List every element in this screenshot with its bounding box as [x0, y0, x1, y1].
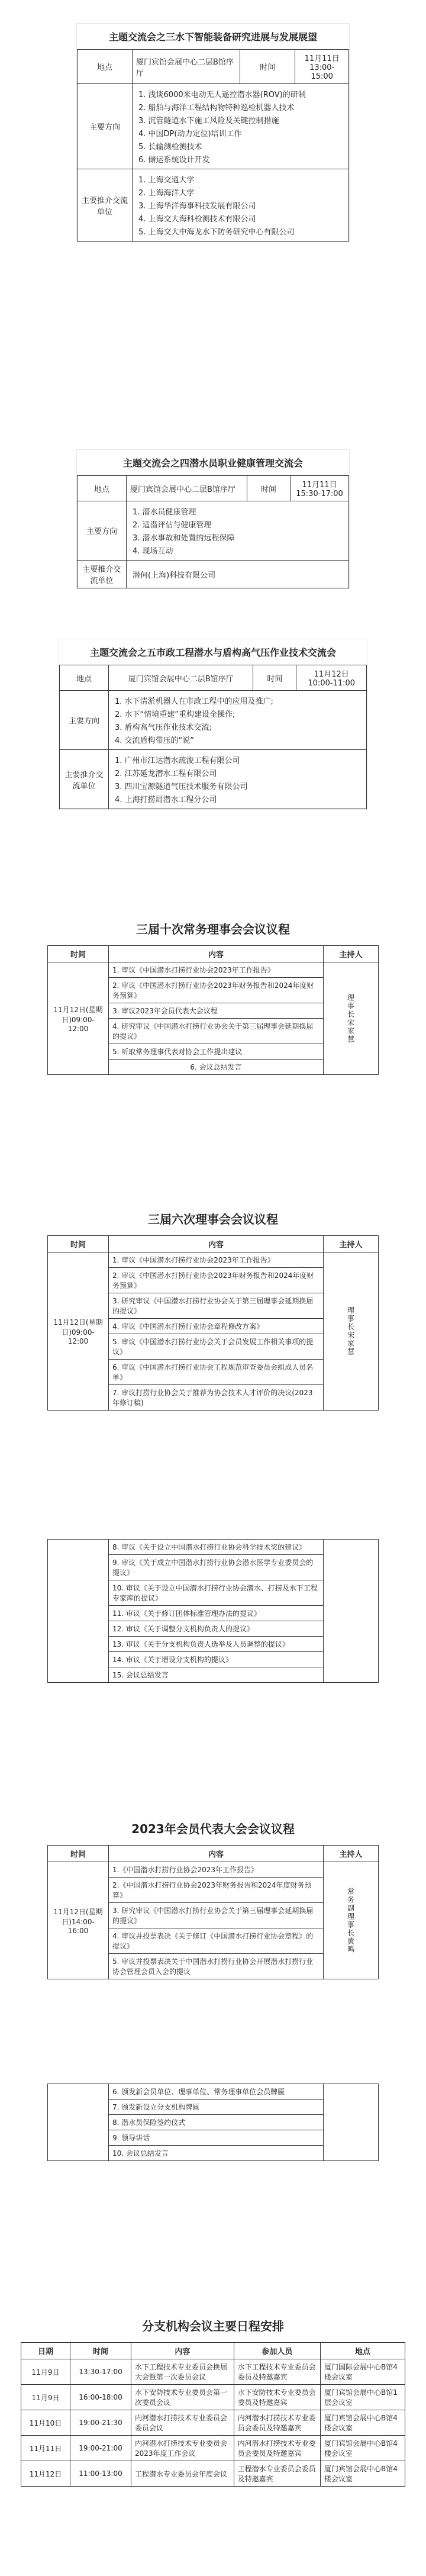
- info-table: [77, 475, 349, 588]
- direction-item: 2. 适潜评估与健康管理: [133, 521, 212, 530]
- header-attendees: 参加人员: [234, 2343, 320, 2359]
- agenda-item: 6. 颁发新会员单位、理事单位、常务理事单位会员牌匾: [109, 2084, 324, 2100]
- unit-item: 5. 上海交大中海龙水下防务研究中心有限公司: [138, 228, 295, 237]
- agenda-item: 1.《中国潜水打捞行业协会2023年工作报告》: [109, 1862, 324, 1878]
- cell-date: 11月11日: [21, 2436, 70, 2461]
- direction-item: 3. 沉管隧道水下施工风险及关键控制措施: [138, 117, 279, 125]
- agenda-table: [47, 945, 379, 1075]
- cell-location: 厦门宾馆会展中心B馆4楼会议室: [321, 2436, 405, 2461]
- time-date: 11月11日: [302, 481, 337, 490]
- time-label: 时间: [240, 50, 295, 84]
- cell-attendees: 内河潜水打捞技术专业委员会委员及特邀嘉宾: [234, 2436, 320, 2461]
- cell-content: 内河潜水打捞技术专业委员会2023年度工作会议: [131, 2436, 234, 2461]
- agenda-item: 5. 审议并投票表决关于中国潜水打捞行业协会开展潜水打捞行业协会管理会员入会的提议: [109, 1954, 324, 1979]
- time-date: 11月11日: [304, 54, 340, 63]
- direction-item: 2. 水下“情境重建”重构建设全操作;: [115, 710, 235, 719]
- agenda-host-text: 理事长宋家慧: [346, 1306, 355, 1356]
- location-label: 地点: [78, 476, 127, 501]
- agenda-host: [324, 1862, 379, 1979]
- agenda-item: 3. 研究审议《中国潜水打捞行业协会关于第三届理事会延期换届的提议》: [109, 1293, 324, 1319]
- agenda-item: 2.《中国潜水打捞行业协会2023年财务报告和2024年度财务预算》: [109, 1878, 324, 1903]
- unit-item: 4. 上海打捞局潜水工程分公司: [115, 796, 217, 804]
- agenda-item: 4. 审议《中国潜水打捞行业协会章程修改方案》: [109, 1319, 324, 1334]
- agenda-host: [324, 962, 379, 1075]
- units-list: [133, 169, 349, 242]
- units-label: 主要推介交流单位: [78, 169, 133, 242]
- agenda-item: 1. 审议《中国潜水打捞行业协会2023年工作报告》: [109, 1252, 324, 1268]
- section-title: 主题交流会之三水下智能装备研究进展与发展展望: [108, 31, 317, 43]
- units-list: [127, 561, 349, 588]
- location-value: 厦门宾馆会展中心二层B馆序厅: [133, 50, 240, 84]
- cell-attendees: 工程潜水专业委员会委员及特邀嘉宾: [234, 2461, 320, 2487]
- info-table: [59, 665, 367, 809]
- time-date: 11月12日: [314, 670, 349, 679]
- direction-label: 主要方向: [60, 691, 109, 750]
- direction-item: 4. 现场互动: [133, 547, 173, 556]
- cell-time: 19:00-21:30: [70, 2410, 131, 2436]
- unit-item: 潜何(上海)科技有限公司: [133, 571, 216, 580]
- unit-item: 2. 江苏延龙潜水工程有限公司: [115, 769, 217, 778]
- section-title: 三届六次理事会会议议程: [148, 1212, 278, 1226]
- section-council-continued: [47, 1539, 379, 1683]
- info-table: [77, 49, 349, 242]
- header-time: 时间: [48, 1236, 109, 1252]
- agenda-item: 6. 审议《中国潜水打捞行业协会工程规范审查委员会组成人员名单》: [109, 1360, 324, 1385]
- unit-item: 1. 上海交通大学: [138, 176, 195, 185]
- direction-list: [127, 501, 349, 561]
- agenda-item: 7. 审议打捞行业协会关于推荐为协会技术人才评价的决议(2023年修订稿): [109, 1385, 324, 1411]
- time-range: 10:00-11:00: [308, 679, 356, 688]
- agenda-host: [324, 1252, 379, 1411]
- cell-location: 厦门国际会展中心B馆4楼会议室: [321, 2359, 405, 2385]
- cell-date: 11月10日: [21, 2410, 70, 2436]
- units-list: [109, 750, 367, 809]
- header-host: 主持人: [324, 1846, 379, 1862]
- agenda-time-empty: [48, 2084, 109, 2161]
- unit-item: 1. 广州市江达潜水疏浚工程有限公司: [115, 756, 240, 765]
- time-value: [296, 665, 367, 691]
- header-location: 地点: [321, 2343, 405, 2359]
- section-title: 三届十次常务理事会会议议程: [136, 922, 290, 936]
- cell-date: 11月9日: [21, 2359, 70, 2385]
- location-label: 地点: [60, 665, 109, 691]
- agenda-time: 11月12日(星期日)14:00-16:00: [48, 1862, 109, 1979]
- agenda-host-empty: [324, 1540, 379, 1683]
- agenda-time: 11月12日(星期日)09:00-12:00: [48, 1252, 109, 1411]
- schedule-row: [21, 2359, 405, 2385]
- agenda-time-empty: [48, 1540, 109, 1683]
- direction-item: 1. 浅谈6000米电动无人遥控潜水器(ROV)的研制: [138, 91, 306, 99]
- location-value: 厦门宾馆会展中心二层B馆序厅: [127, 476, 247, 501]
- header-content: 内容: [109, 1846, 324, 1862]
- section-standing-council: [47, 912, 379, 1075]
- header-time: 时间: [48, 1846, 109, 1862]
- cell-date: 11月9日: [21, 2385, 70, 2410]
- time-label: 时间: [247, 476, 291, 501]
- agenda-item: 5. 审议《中国潜水打捞行业协会关于会员发展工作相关事项的提议》: [109, 1334, 324, 1360]
- direction-item: 3. 盾构高气压作业技术交流;: [115, 723, 212, 732]
- direction-item: 1. 水下清淤机器人在市政工程中的应用及推广;: [115, 697, 273, 706]
- header-content: 内容: [109, 946, 324, 962]
- agenda-table: [47, 1235, 379, 1411]
- direction-item: 4. 交流盾构带压的“说”: [115, 736, 195, 745]
- direction-list: [109, 691, 367, 750]
- cell-attendees: 水下安防技术专业委员会委员及特邀嘉宾: [234, 2385, 320, 2410]
- direction-list: [133, 84, 349, 169]
- agenda-item: 11. 审议《关于修订团体标准管理办法的提议》: [109, 1606, 324, 1621]
- agenda-item: 2. 审议《中国潜水打捞行业协会2023年财务报告和2024年度财务预算》: [109, 1268, 324, 1293]
- section-exchange-3: [77, 24, 349, 242]
- section-title: 2023年会员代表大会会议议程: [131, 1822, 295, 1836]
- agenda-time: 11月12日(星期日)09:00-12:00: [48, 962, 109, 1075]
- agenda-item: 1. 审议《中国潜水打捞行业协会2023年工作报告》: [109, 962, 324, 978]
- schedule-row: [21, 2461, 405, 2487]
- unit-item: 2. 上海海洋大学: [138, 189, 195, 198]
- time-value: [295, 50, 349, 84]
- agenda-host-text: 常务副理事长黄鸣: [346, 1887, 355, 1954]
- direction-item: 3. 潜水事故和处置的远程保障: [133, 534, 235, 543]
- cell-content: 内河潜水打捞技术专业委员会委员会议: [131, 2410, 234, 2436]
- cell-location: 厦门宾馆会展中心B馆4楼会议室: [321, 2410, 405, 2436]
- agenda-table: [47, 1539, 379, 1683]
- agenda-item: 4. 审议并投票表决《关于修订《中国潜水打捞行业协会章程》的提议》: [109, 1928, 324, 1954]
- agenda-item: 3. 研究审议《中国潜水打捞行业协会关于第三届理事会延期换届的提议》: [109, 1903, 324, 1928]
- header-time: 时间: [70, 2343, 131, 2359]
- section-member-congress-continued: [47, 2084, 379, 2161]
- agenda-table: [47, 2084, 379, 2161]
- units-label: 主要推介交流单位: [60, 750, 109, 809]
- unit-item: 3. 上海华洋海事科技发展有限公司: [138, 202, 256, 211]
- agenda-host-text: 理事长宋家慧: [346, 993, 355, 1044]
- cell-content: 水下工程技术专业委员会换届大会暨第一次委员会议: [131, 2359, 234, 2385]
- agenda-item: 8. 审议《关于设立中国潜水打捞行业协会科学技术奖的建议》: [109, 1540, 324, 1555]
- header-host: 主持人: [324, 946, 379, 962]
- agenda-item: 14. 审议《关于增设分支机构的提议》: [109, 1652, 324, 1667]
- header-content: 内容: [109, 1236, 324, 1252]
- section-title: 主题交流会之四潜水员职业健康管理交流会: [122, 458, 303, 469]
- direction-item: 2. 船舶与海洋工程结构物特种巡检机器人技术: [138, 104, 295, 112]
- section-exchange-4: [77, 450, 349, 588]
- location-label: 地点: [78, 50, 133, 84]
- header-date: 日期: [21, 2343, 70, 2359]
- agenda-item: 15. 会议总结发言: [109, 1667, 324, 1683]
- agenda-item: 6. 会议总结发言: [109, 1060, 324, 1075]
- agenda-item: 9. 领导讲话: [109, 2130, 324, 2146]
- direction-item: 5. 长输测检测技术: [138, 143, 202, 152]
- cell-date: 11月12日: [21, 2461, 70, 2487]
- cell-time: 11:00-13:00: [70, 2461, 131, 2487]
- section-branch-schedule: [21, 2308, 405, 2487]
- schedule-row: [21, 2385, 405, 2410]
- agenda-item: 5. 听取常务理事代表对协会工作提出建议: [109, 1044, 324, 1060]
- agenda-item: 8. 潜水员保险签约仪式: [109, 2115, 324, 2130]
- section-title: 主题交流会之五市政工程潜水与盾构高气压作业技术交流会: [89, 647, 336, 658]
- header-host: 主持人: [324, 1236, 379, 1252]
- direction-item: 6. 储运系统设计开发: [138, 156, 210, 165]
- time-label: 时间: [253, 665, 296, 691]
- agenda-item: 4. 研究审议《中国潜水打捞行业协会关于第三届理事会延期换届的提议》: [109, 1019, 324, 1044]
- cell-time: 19:00-21:00: [70, 2436, 131, 2461]
- cell-content: 工程潜水专业委员会年度会议: [131, 2461, 234, 2487]
- section-council: [47, 1202, 379, 1411]
- units-label: 主要推介交流单位: [78, 561, 127, 588]
- section-member-congress: [47, 1811, 379, 1979]
- cell-attendees: 内河潜水打捞技术专业委员会委员及特邀嘉宾: [234, 2410, 320, 2436]
- header-content: 内容: [131, 2343, 234, 2359]
- direction-label: 主要方向: [78, 501, 127, 561]
- agenda-item: 10. 审议《关于设立中国潜水打捞行业协会潜水、打捞及水下工程专家库的提议》: [109, 1580, 324, 1606]
- unit-item: 4. 上海交大海科检测技术有限公司: [138, 215, 256, 224]
- time-range: 13:00-15:00: [309, 63, 335, 81]
- cell-location: 厦门宾馆会展中心B馆4楼会议室: [321, 2461, 405, 2487]
- agenda-item: 3. 审议2023年会员代表大会议程: [109, 1003, 324, 1019]
- schedule-row: [21, 2436, 405, 2461]
- agenda-item: 2. 审议《中国潜水打捞行业协会2023年财务报告和2024年度财务预算》: [109, 978, 324, 1003]
- direction-item: 1. 潜水员健康管理: [133, 508, 196, 517]
- location-value: 厦门宾馆会展中心二层B馆序厅: [109, 665, 253, 691]
- agenda-table: [47, 1845, 379, 1979]
- agenda-item: 12. 审议《关于调整分支机构负责人的提议》: [109, 1621, 324, 1637]
- header-time: 时间: [48, 946, 109, 962]
- agenda-item: 10. 会议总结发言: [109, 2146, 324, 2161]
- cell-time: 16:00-18:00: [70, 2385, 131, 2410]
- cell-attendees: 水下工程技术专业委员会委员及特邀嘉宾: [234, 2359, 320, 2385]
- direction-item: 4. 中国DP(动力定位)培训工作: [138, 130, 242, 139]
- section-title: 分支机构会议主要日程安排: [142, 2319, 284, 2333]
- unit-item: 3. 四川宝源隧道气压技术服务有限公司: [115, 783, 248, 791]
- cell-time: 13:30-17:00: [70, 2359, 131, 2385]
- agenda-item: 7. 颁发新设立分支机构牌匾: [109, 2100, 324, 2115]
- cell-content: 水下安防技术专业委员会第一次委员会议: [131, 2385, 234, 2410]
- agenda-item: 13. 审议《关于分支机构负责人选举及人员调整的提议》: [109, 1637, 324, 1652]
- agenda-host-empty: [324, 2084, 379, 2161]
- section-exchange-5: [59, 639, 367, 809]
- time-value: [291, 476, 349, 501]
- cell-location: 厦门宾馆会展中心B馆1层会议室: [321, 2385, 405, 2410]
- agenda-item: 9. 审议《关于成立中国潜水打捞行业协会潜水医学专业委员会的提议》: [109, 1555, 324, 1580]
- schedule-row: [21, 2410, 405, 2436]
- schedule-table: [21, 2342, 405, 2487]
- time-range: 15:30-17:00: [296, 490, 343, 498]
- direction-label: 主要方向: [78, 84, 133, 169]
